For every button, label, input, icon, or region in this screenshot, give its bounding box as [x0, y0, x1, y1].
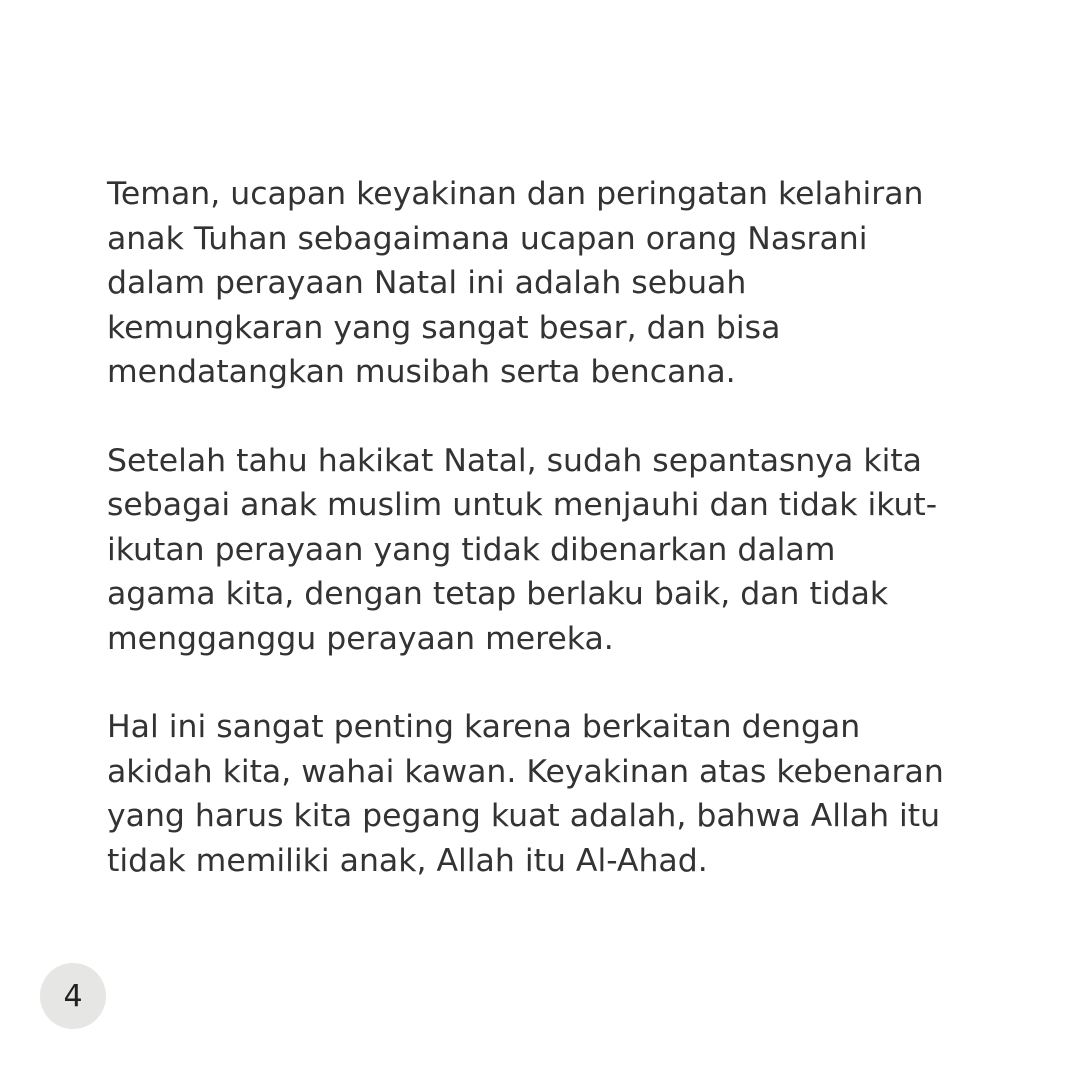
- text-line: sebagai anak muslim untuk menjauhi dan tidak ikut-: [107, 487, 938, 523]
- page-content: [107, 172, 1007, 927]
- paragraph-2: [107, 439, 1007, 662]
- text-line: akidah kita, wahai kawan. Keyakinan atas kebenaran: [107, 753, 944, 790]
- text-line: Hal ini sangat penting karena berkaitan dengan: [107, 709, 861, 745]
- text-line: mengganggu perayaan mereka.: [107, 620, 614, 657]
- page-number: 4: [63, 978, 83, 1014]
- text-line: Setelah tahu hakikat Natal, sudah sepantasnya kita: [107, 442, 922, 479]
- text-line: Teman, ucapan keyakinan dan peringatan kelahiran: [107, 176, 924, 212]
- text-line: yang harus kita pegang kuat adalah, bahwa Allah itu: [107, 798, 941, 834]
- paragraph-3: [107, 705, 1007, 883]
- text-line: mendatangkan musibah serta bencana.: [107, 354, 736, 390]
- page-number-badge: [40, 963, 106, 1029]
- text-line: tidak memiliki anak, Allah itu Al-Ahad.: [107, 842, 708, 879]
- text-line: ikutan perayaan yang tidak dibenarkan dalam: [107, 531, 836, 568]
- text-line: agama kita, dengan tetap berlaku baik, dan tidak: [107, 576, 889, 612]
- text-line: anak Tuhan sebagaimana ucapan orang Nasrani: [107, 220, 868, 257]
- text-line: kemungkaran yang sangat besar, dan bisa: [107, 309, 781, 346]
- text-line: dalam perayaan Natal ini adalah sebuah: [107, 265, 747, 301]
- paragraph-1: [107, 172, 1007, 395]
